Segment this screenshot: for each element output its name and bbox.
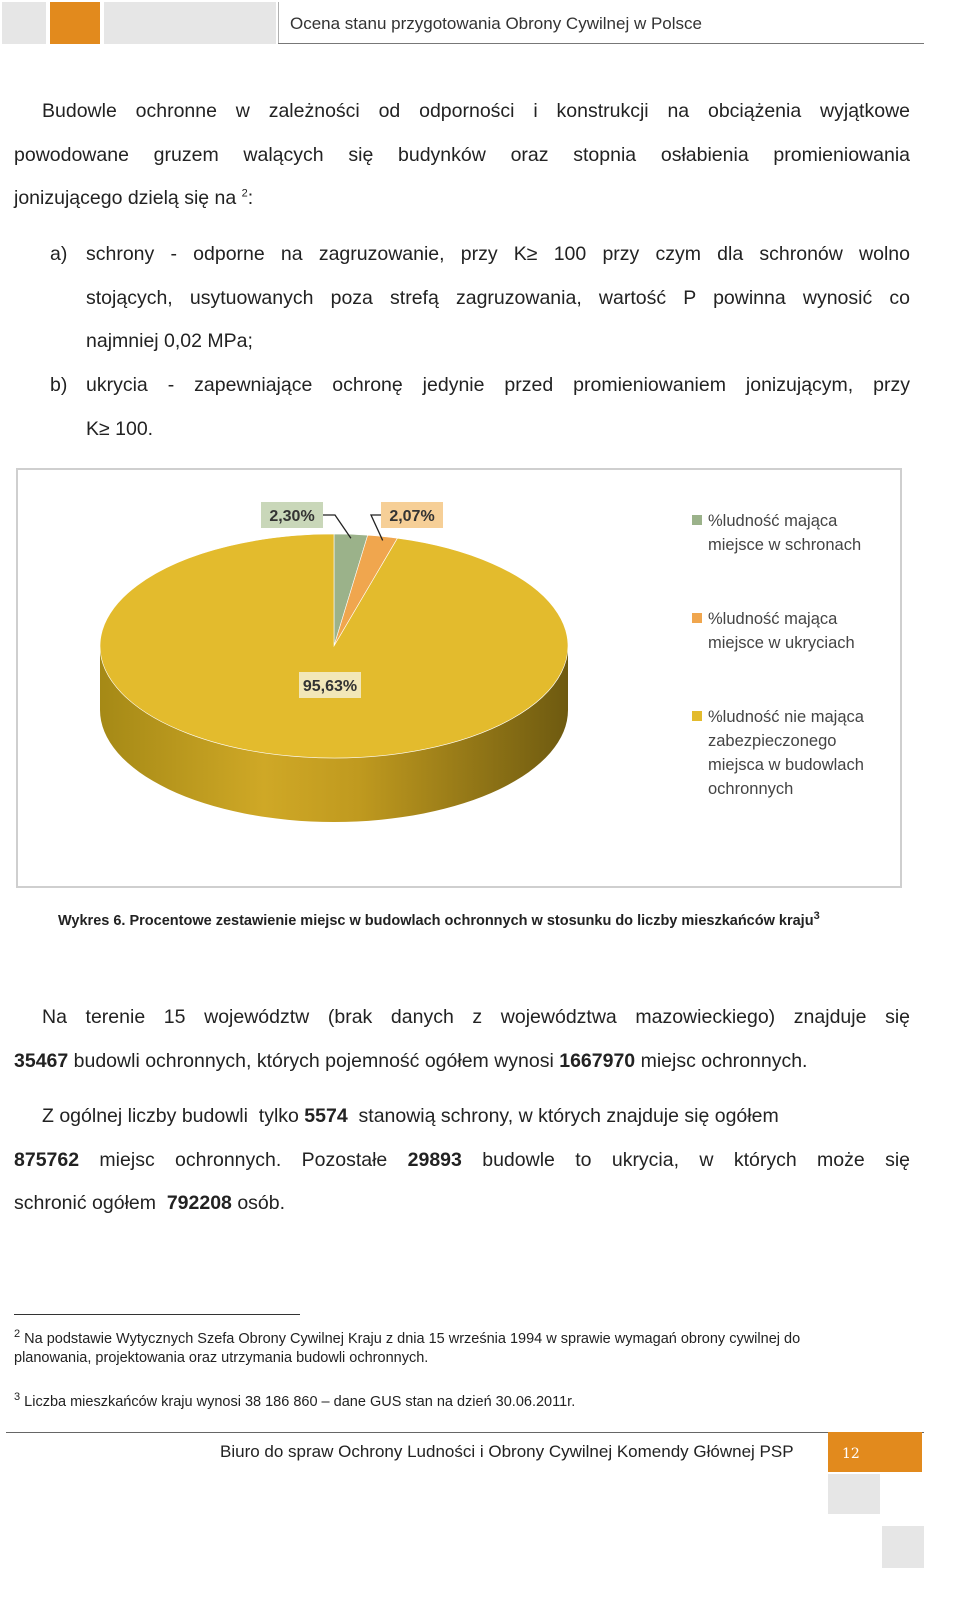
list-marker-b: b) (50, 374, 68, 396)
legend-item-3: %ludność nie mająca zabezpieczonego miejsca w budowlach ochronnych (708, 708, 864, 798)
data-label-2: 2,07% (389, 508, 435, 525)
stat-shelter-places: 875762 (14, 1149, 80, 1171)
para1-line-1: Na terenie 15 województw (brak danych z województwa mazowieckiego) znajduje się (42, 1006, 910, 1028)
legend-swatch-1 (692, 515, 702, 525)
header-decor-orange (50, 2, 100, 44)
stat-covers: 29893 (407, 1149, 462, 1171)
intro-line-3: jonizującego dzielą się na $^2$: (14, 187, 254, 209)
footnote-ref-3: 3 (813, 910, 820, 922)
list-a-line-1: schrony - odporne na zagruzowanie, przy K≥ 100 przy czym dla schronów wolno (86, 243, 910, 265)
list-b-line-2: K≥ 100. (86, 418, 154, 440)
stat-total-buildings: 35467 (14, 1050, 69, 1072)
footer-rule (6, 1432, 924, 1433)
page-number: 12 (842, 1446, 860, 1462)
intro-line-1: Budowle ochronne w zależności od odporności i konstrukcji na obciążenia wyjątkowe (42, 100, 910, 122)
data-label-3: 95,63% (302, 678, 358, 695)
header-decor-gray (2, 2, 46, 44)
footnote-ref-2: 2 (241, 187, 248, 200)
footer-text: Biuro do spraw Ochrony Ludności i Obrony Cywilnej Komendy Głównej PSP (220, 1442, 794, 1461)
legend-swatch-2 (692, 613, 702, 623)
pie-chart (18, 470, 900, 886)
stat-shelters: 5574 (304, 1105, 348, 1127)
footer-decor-gray (828, 1474, 880, 1514)
header-divider (278, 2, 279, 44)
chart-caption: Wykres 6. Procentowe zestawienie miejsc w budowlach ochronnych w stosunku do liczby mieszkańców kraju$^3$ (58, 910, 820, 929)
list-marker-a: a) (50, 243, 68, 265)
stat-total-places: 1667970 (559, 1050, 636, 1072)
para1-line-2: 35467 budowli ochronnych, których pojemność ogółem wynosi 1667970 miejsc ochronnych. (14, 1050, 808, 1072)
list-a-line-3: najmniej 0,02 MPa; (86, 330, 253, 352)
footnote-2-line-1: $^2$ Na podstawie Wytycznych Szefa Obrony Cywilnej Kraju z dnia 15 września 1994 w sprawie wymagań obrony cywilnej do (14, 1328, 801, 1347)
pie-chart-frame (16, 468, 902, 888)
legend-item-2: %ludność mająca miejsce w ukryciach (708, 610, 855, 652)
intro-line-2: powodowane gruzem walących się budynków oraz stopnia osłabienia promieniowania (14, 144, 910, 166)
running-header-title: Ocena stanu przygotowania Obrony Cywilnej w Polsce (290, 14, 702, 33)
data-label-1: 2,30% (269, 508, 315, 525)
pie-slice-3 (100, 534, 568, 758)
footer-decor-gray-corner (882, 1526, 924, 1568)
para2-line-1: Z ogólnej liczby budowli tylko 5574 stanowią schrony, w których znajduje się ogółem (42, 1105, 779, 1127)
header-decor-gray-wide (104, 2, 276, 44)
para2-line-3: schronić ogółem 792208 osób. (14, 1192, 286, 1214)
stat-cover-persons: 792208 (166, 1192, 232, 1214)
legend-swatch-3 (692, 711, 702, 721)
header-rule (278, 43, 924, 44)
legend-item-1: %ludność mająca miejsce w schronach (708, 512, 862, 554)
para2-line-2: 875762 miejsc ochronnych. Pozostałe 29893 budowle to ukrycia, w których może się (14, 1149, 911, 1171)
footnote-rule (14, 1314, 300, 1315)
list-b-line-1: ukrycia - zapewniające ochronę jedynie przed promieniowaniem jonizującym, przy (86, 374, 910, 396)
footnote-2-line-2: planowania, projektowania oraz utrzymania budowli ochronnych. (14, 1350, 429, 1366)
footnote-3: $^3$ Liczba mieszkańców kraju wynosi 38 186 860 – dane GUS stan na dzień 30.06.2011r. (14, 1391, 576, 1410)
list-a-line-2: stojących, usytuowanych poza strefą zagruzowania, wartość P powinna wynosić co (86, 287, 910, 309)
